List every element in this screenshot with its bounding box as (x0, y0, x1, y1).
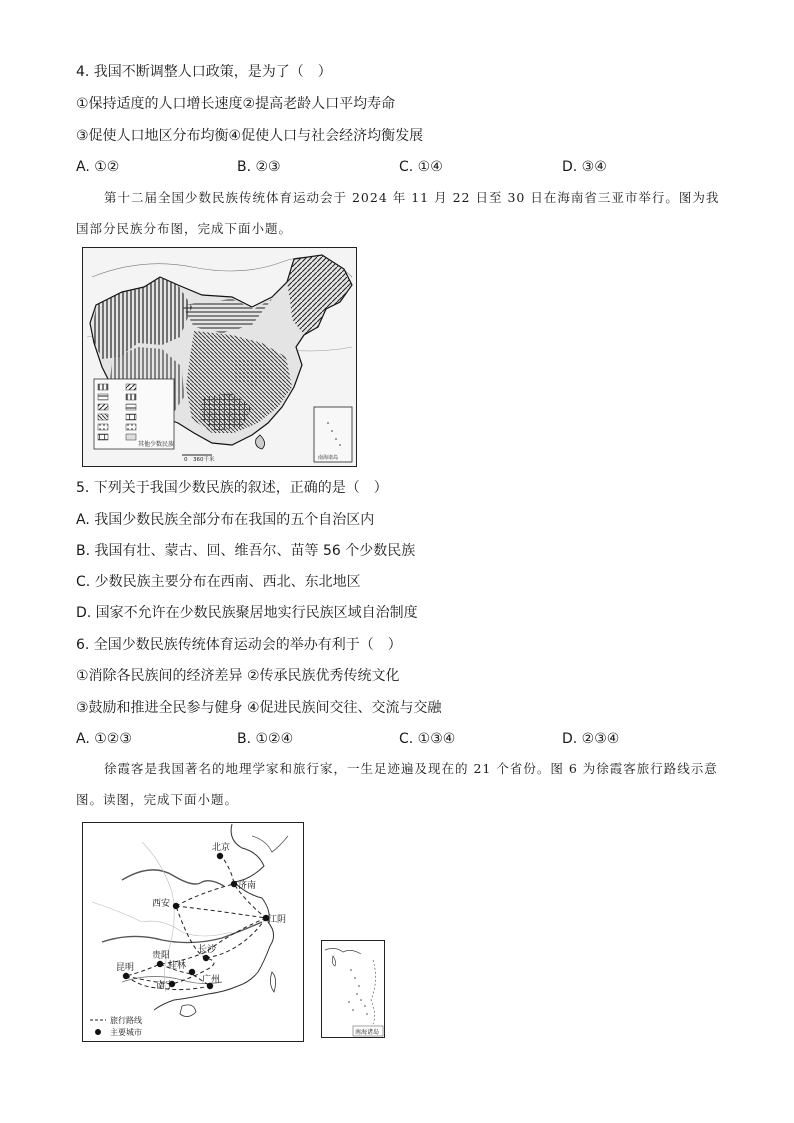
map1-inset-label: 南海诸岛 (318, 455, 339, 461)
q4-stem: 4. 我国不断调整人口政策，是为了（ ） (76, 64, 332, 80)
q4-option-d: D. ③④ (562, 159, 607, 175)
map2-inset-label: 南海诸岛 (355, 1029, 380, 1036)
q4-option-a: A. ①② (76, 159, 120, 175)
city-label-jinan: 济南 (238, 881, 257, 891)
legend-route-label: 旅行路线 (110, 1016, 142, 1025)
q5-option-d: D. 国家不允许在少数民族聚居地实行民族区域自治制度 (76, 605, 418, 621)
map1-legend-other: 其他少数民族 (138, 441, 175, 448)
city-label-guiyang: 贵阳 (152, 951, 171, 961)
travel-route-map (82, 822, 304, 1042)
city-label-jiangyin: 江阴 (268, 915, 287, 925)
city-label-changsha: 长沙 (198, 945, 217, 955)
q5-option-a: A. 我国少数民族全部分布在我国的五个自治区内 (76, 512, 375, 528)
q6-option-d: D. ②③④ (562, 731, 620, 747)
q6-line1: ①消除各民族间的经济差异 ②传承民族优秀传统文化 (76, 668, 400, 684)
ethnic-distribution-map (82, 247, 357, 467)
city-label-guangzhou: 广州 (202, 975, 221, 985)
map1-scale: 0 360千米 (184, 457, 215, 463)
q5-option-b: B. 我国有壮、蒙古、回、维吾尔、苗等 56 个少数民族 (76, 543, 416, 559)
q6-option-a: A. ①②③ (76, 731, 132, 747)
q4-option-b: B. ②③ (237, 159, 281, 175)
q6-option-c: C. ①③④ (399, 731, 456, 747)
city-label-beijing: 北京 (212, 843, 231, 853)
q5-option-c: C. 少数民族主要分布在西南、西北、东北地区 (76, 574, 361, 590)
q6-option-b: B. ①②④ (237, 731, 294, 747)
city-label-xian: 西安 (152, 899, 171, 909)
south-china-sea-inset (321, 940, 385, 1038)
city-label-guilin: 桂林 (168, 961, 187, 971)
q6-stem: 6. 全国少数民族传统体育运动会的举办有利于（ ） (76, 637, 402, 653)
city-label-nanning: 南宁 (156, 981, 175, 991)
q4-line1: ①保持适度的人口增长速度②提高老龄人口平均寿命 (76, 96, 396, 112)
q4-option-c: C. ①④ (399, 159, 443, 175)
intro-paragraph-1: 第十二届全国少数民族传统体育运动会于 2024 年 11 月 22 日至 30 日在海南省三亚市举行。图为我国部分民族分布图，完成下面小题。 (76, 190, 720, 236)
q4-line2: ③促使人口地区分布均衡④促使人口与社会经济均衡发展 (76, 128, 424, 144)
city-label-kunming: 昆明 (116, 963, 135, 973)
intro-paragraph-2: 徐霞客是我国著名的地理学家和旅行家，一生足迹遍及现在的 21 个省份。图 6 为徐霞客旅行路线示意图。读图，完成下面小题。 (76, 761, 718, 807)
q5-stem: 5. 下列关于我国少数民族的叙述，正确的是（ ） (76, 480, 388, 496)
q6-line2: ③鼓励和推进全民参与健身 ④促进民族间交往、交流与交融 (76, 700, 442, 716)
legend-city-label: 主要城市 (110, 1028, 142, 1037)
